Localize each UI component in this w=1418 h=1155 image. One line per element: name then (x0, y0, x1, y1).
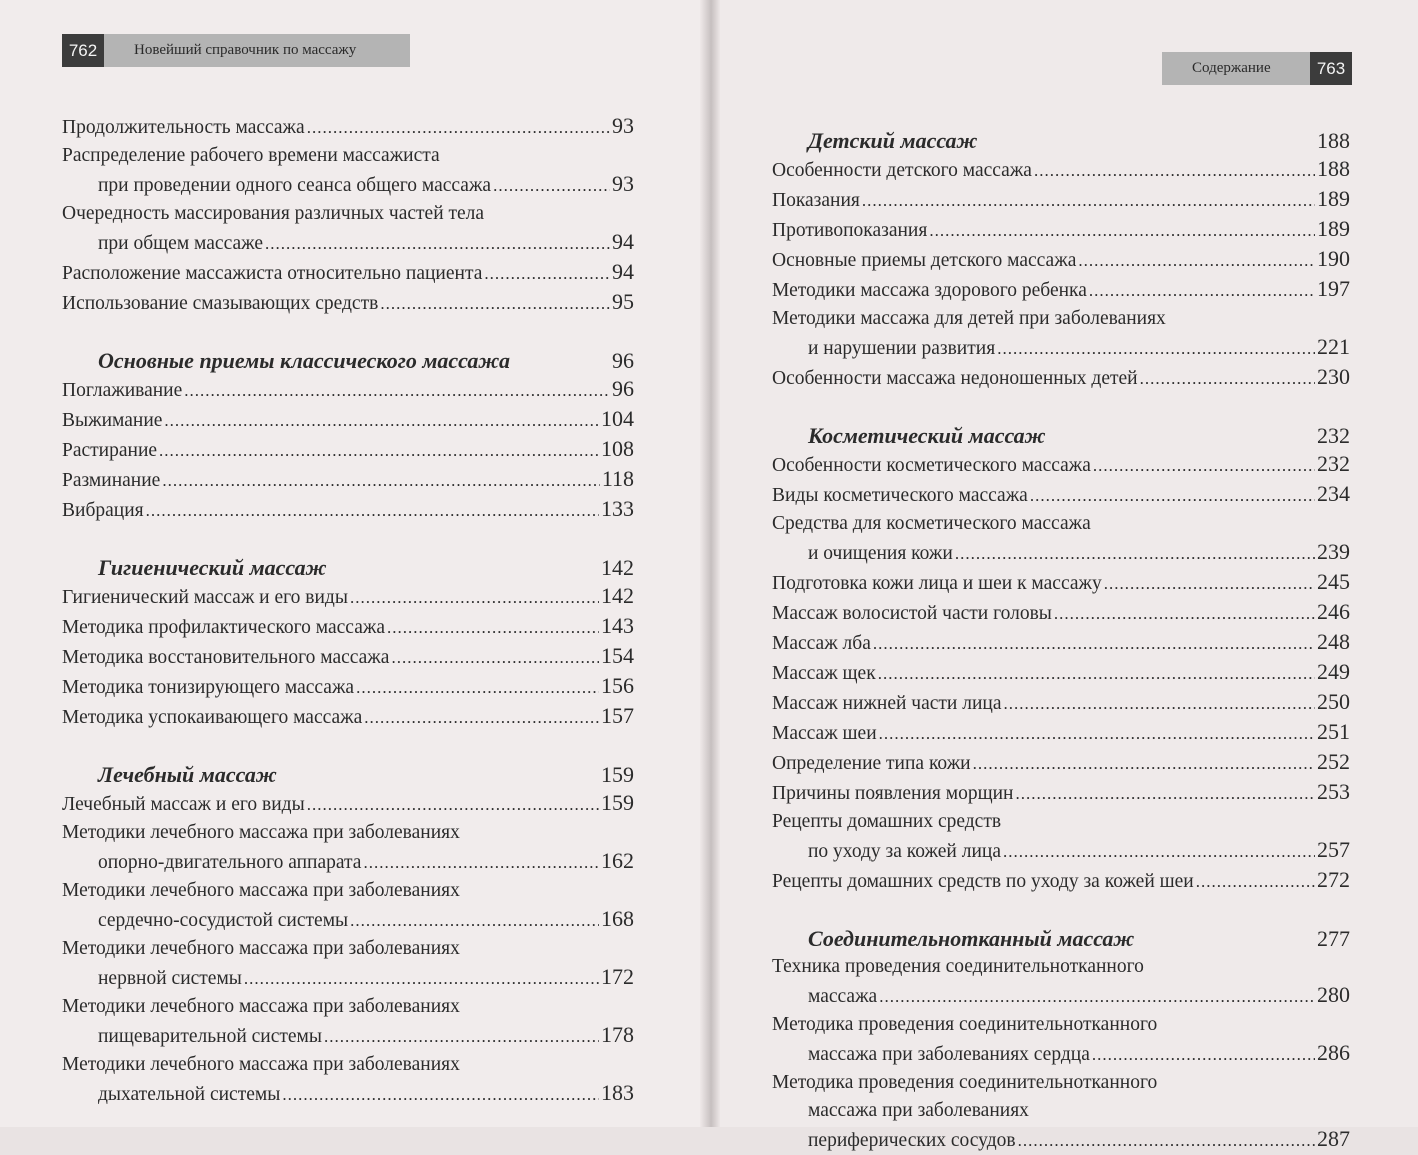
toc-entry-title: Методика тонизирующего массажа (62, 677, 355, 698)
toc-entry-page: 245 (1317, 569, 1350, 594)
leader-dots (955, 540, 1315, 560)
leader-dots (307, 791, 599, 811)
leader-dots (1136, 926, 1315, 946)
section-heading-page: 277 (1317, 926, 1350, 951)
toc-entry-title: Разминание (62, 470, 161, 491)
leader-dots (1140, 365, 1315, 385)
toc-entry (772, 598, 1350, 628)
toc-entry-title: Подготовка кожи лица и шеи к массажу (772, 573, 1102, 594)
toc-entry-page: 162 (601, 848, 634, 873)
leader-dots (391, 644, 599, 664)
toc-entry-line (772, 1069, 1350, 1097)
toc-entry-page: 253 (1317, 779, 1350, 804)
right-table-of-contents (772, 126, 1350, 1155)
leader-dots (1092, 1041, 1315, 1061)
toc-entry-title: Очередность массирования различных частей тела (62, 203, 485, 224)
toc-entry (772, 275, 1350, 305)
right-running-header (1162, 52, 1352, 85)
toc-entry-title: массажа при заболеваниях сердца (808, 1044, 1090, 1065)
toc-entry-page: 249 (1317, 659, 1350, 684)
leader-dots (356, 674, 599, 694)
toc-section (62, 760, 634, 1109)
toc-entry (62, 612, 634, 642)
toc-entry-page: 157 (601, 703, 634, 728)
left-table-of-contents (62, 112, 634, 1109)
toc-entry (62, 465, 634, 495)
toc-entry-title: Поглаживание (62, 380, 183, 401)
toc-entry (62, 435, 634, 465)
toc-entry-page: 133 (601, 496, 634, 521)
toc-entry-title: Использование смазывающих средств (62, 293, 379, 314)
leader-dots (307, 114, 610, 134)
toc-entry (772, 1125, 1350, 1155)
toc-entry-line (772, 1097, 1350, 1125)
toc-entry-title: дыхательной системы (98, 1084, 281, 1105)
leader-dots (364, 704, 599, 724)
toc-entry-page: 286 (1317, 1040, 1350, 1065)
toc-entry-title: Методики лечебного массажа при заболеваниях (62, 822, 460, 843)
leader-dots (380, 290, 610, 310)
leader-dots (282, 1081, 599, 1101)
toc-entry (772, 480, 1350, 510)
toc-entry (62, 112, 634, 142)
toc-entry-title: Методика профилактического массажа (62, 617, 385, 638)
toc-entry (772, 866, 1350, 896)
section-heading-title: Гигиенический массаж (98, 555, 327, 580)
toc-entry-title: нервной системы (98, 968, 242, 989)
toc-entry-title: Методики массажа для детей при заболеваниях (772, 308, 1166, 329)
toc-entry-title: Особенности косметического массажа (772, 455, 1091, 476)
leader-dots (484, 260, 610, 280)
toc-entry (772, 363, 1350, 393)
leader-dots (1004, 690, 1316, 710)
leader-dots (1089, 277, 1315, 297)
toc-section (62, 346, 634, 525)
toc-entry-title: Массаж лба (772, 633, 871, 654)
leader-dots (873, 630, 1315, 650)
toc-entry (772, 450, 1350, 480)
leader-dots (265, 230, 610, 250)
toc-entry-page: 234 (1317, 481, 1350, 506)
toc-entry-title: Методика успокаивающего массажа (62, 707, 363, 728)
toc-entry-page: 248 (1317, 629, 1350, 654)
leader-dots (493, 172, 610, 192)
toc-entry (772, 185, 1350, 215)
toc-entry-title: Методики лечебного массажа при заболеваниях (62, 938, 460, 959)
leader-dots (324, 1023, 599, 1043)
toc-entry-page: 280 (1317, 982, 1350, 1007)
toc-entry-title: Техника проведения соединительнотканного (772, 956, 1144, 977)
toc-entry-page: 272 (1317, 867, 1350, 892)
toc-entry (62, 847, 634, 877)
toc-entry-page: 154 (601, 643, 634, 668)
toc-entry-page: 118 (601, 466, 634, 491)
left-page-number: 762 (62, 34, 104, 67)
leader-dots (244, 965, 599, 985)
toc-entry-title: Методика проведения соединительнотканного (772, 1014, 1158, 1035)
toc-entry-page: 252 (1317, 749, 1350, 774)
toc-entry (772, 538, 1350, 568)
toc-entry-page: 168 (601, 906, 634, 931)
toc-entry-page: 142 (601, 583, 634, 608)
toc-entry (772, 568, 1350, 598)
section-heading-title: Соединительнотканный массаж (808, 926, 1135, 951)
toc-entry (62, 582, 634, 612)
toc-section (772, 126, 1350, 393)
toc-entry-title: Показания (772, 190, 860, 211)
toc-entry-page: 108 (601, 436, 634, 461)
toc-entry (62, 642, 634, 672)
toc-entry (62, 963, 634, 993)
toc-entry (772, 748, 1350, 778)
toc-entry-line (62, 1051, 634, 1079)
toc-entry (62, 405, 634, 435)
leader-dots (878, 660, 1315, 680)
toc-entry-page: 221 (1317, 334, 1350, 359)
toc-entry-title: Массаж шеи (772, 723, 877, 744)
toc-entry (62, 789, 634, 819)
toc-entry-page: 232 (1317, 451, 1350, 476)
toc-entry-title: и нарушении развития (808, 338, 996, 359)
toc-entry-page: 94 (612, 229, 634, 254)
toc-entry-title: Основные приемы детского массажа (772, 250, 1077, 271)
leader-dots (159, 437, 599, 457)
leader-dots (1196, 868, 1315, 888)
toc-section (772, 924, 1350, 1155)
leader-dots (979, 128, 1315, 148)
toc-entry-title: Распределение рабочего времени массажиста (62, 145, 440, 166)
leader-dots (184, 377, 610, 397)
leader-dots (879, 720, 1315, 740)
toc-entry (62, 702, 634, 732)
leader-dots (879, 983, 1315, 1003)
toc-entry (772, 155, 1350, 185)
toc-entry-page: 93 (612, 171, 634, 196)
right-running-title: Содержание (1162, 52, 1310, 85)
leader-dots (1034, 157, 1315, 177)
leader-dots (997, 335, 1315, 355)
toc-section (62, 112, 634, 318)
toc-entry-page: 246 (1317, 599, 1350, 624)
toc-entry-title: Виды косметического массажа (772, 485, 1028, 506)
toc-entry-page: 178 (601, 1022, 634, 1047)
leader-dots (512, 348, 610, 368)
toc-entry-title: массажа при заболеваниях (808, 1100, 1029, 1121)
toc-entry-line (772, 953, 1350, 981)
toc-entry (772, 658, 1350, 688)
toc-entry-page: 287 (1317, 1126, 1350, 1151)
toc-entry-title: Рецепты домашних средств по уходу за кожей шеи (772, 871, 1194, 892)
section-heading-title: Основные приемы классического массажа (98, 348, 511, 373)
leader-dots (1054, 600, 1315, 620)
toc-entry (772, 628, 1350, 658)
toc-entry (772, 718, 1350, 748)
book-gutter (700, 0, 720, 1127)
toc-entry-page: 189 (1317, 186, 1350, 211)
section-heading-page: 96 (612, 348, 634, 373)
toc-entry-page: 188 (1317, 156, 1350, 181)
leader-dots (862, 187, 1315, 207)
leader-dots (1015, 780, 1315, 800)
toc-entry (772, 981, 1350, 1011)
toc-entry-title: Гигиенический массаж и его виды (62, 587, 348, 608)
toc-entry-title: при общем массаже (98, 233, 263, 254)
toc-entry-page: 159 (601, 790, 634, 815)
toc-entry-line (62, 935, 634, 963)
leader-dots (329, 555, 599, 575)
toc-entry (62, 1021, 634, 1051)
toc-entry (772, 245, 1350, 275)
toc-entry-title: Массаж нижней части лица (772, 693, 1002, 714)
toc-entry-title: Методика восстановительного массажа (62, 647, 390, 668)
leader-dots (350, 584, 599, 604)
toc-entry (62, 672, 634, 702)
leader-dots (387, 614, 599, 634)
section-heading-page: 159 (601, 762, 634, 787)
toc-entry-title: Вибрация (62, 500, 144, 521)
leader-dots (1030, 482, 1315, 502)
toc-entry-page: 156 (601, 673, 634, 698)
toc-entry (62, 288, 634, 318)
toc-entry-page: 96 (612, 376, 634, 401)
toc-entry-page: 172 (601, 964, 634, 989)
left-running-header (62, 34, 410, 67)
toc-entry-title: Массаж щек (772, 663, 876, 684)
leader-dots (1018, 1127, 1315, 1147)
toc-entry (772, 333, 1350, 363)
toc-entry-page: 190 (1317, 246, 1350, 271)
leader-dots (1048, 423, 1315, 443)
toc-entry-title: Методики лечебного массажа при заболеваниях (62, 880, 460, 901)
toc-entry-title: периферических сосудов (808, 1130, 1016, 1151)
leader-dots (279, 762, 599, 782)
toc-entry-page: 104 (601, 406, 634, 431)
section-heading-page: 142 (601, 555, 634, 580)
toc-entry (62, 495, 634, 525)
toc-entry-title: Выжимание (62, 410, 163, 431)
toc-entry-title: сердечно-сосудистой системы (98, 910, 349, 931)
toc-entry-title: Особенности массажа недоношенных детей (772, 368, 1138, 389)
section-heading (62, 760, 634, 789)
section-heading (772, 924, 1350, 953)
toc-entry-title: Определение типа кожи (772, 753, 971, 774)
toc-entry-title: Продолжительность массажа (62, 117, 305, 138)
toc-entry-page: 251 (1317, 719, 1350, 744)
toc-entry-title: опорно-двигательного аппарата (98, 852, 362, 873)
section-heading-page: 232 (1317, 423, 1350, 448)
section-heading-title: Косметический массаж (808, 423, 1046, 448)
toc-entry-line (62, 142, 634, 170)
section-heading (772, 126, 1350, 155)
leader-dots (1078, 247, 1315, 267)
toc-entry-title: Лечебный массаж и его виды (62, 794, 305, 815)
toc-entry-title: Методики массажа здорового ребенка (772, 280, 1087, 301)
toc-entry-title: по уходу за кожей лица (808, 841, 1001, 862)
toc-entry-title: Противопоказания (772, 220, 928, 241)
section-heading (62, 346, 634, 375)
leader-dots (363, 849, 599, 869)
toc-entry-title: Рецепты домашних средств (772, 811, 1002, 832)
toc-entry (62, 228, 634, 258)
toc-entry-line (62, 819, 634, 847)
leader-dots (1093, 452, 1315, 472)
section-heading-title: Детский массаж (808, 128, 978, 153)
toc-entry-page: 143 (601, 613, 634, 638)
toc-entry-title: пищеварительной системы (98, 1026, 322, 1047)
section-heading-title: Лечебный массаж (98, 762, 277, 787)
left-running-title: Новейший справочник по массажу (104, 34, 410, 67)
toc-entry-title: и очищения кожи (808, 543, 953, 564)
toc-entry-title: Методики лечебного массажа при заболеваниях (62, 996, 460, 1017)
leader-dots (162, 467, 599, 487)
toc-entry-line (62, 877, 634, 905)
toc-entry (772, 215, 1350, 245)
toc-entry-line (62, 200, 634, 228)
leader-dots (350, 907, 599, 927)
toc-section (62, 553, 634, 732)
leader-dots (164, 407, 599, 427)
toc-entry (62, 1079, 634, 1109)
leader-dots (1003, 838, 1315, 858)
toc-entry-title: при проведении одного сеанса общего массажа (98, 175, 492, 196)
toc-entry (772, 836, 1350, 866)
toc-entry-title: Причины появления морщин (772, 783, 1014, 804)
toc-entry-page: 197 (1317, 276, 1350, 301)
toc-entry-title: Растирание (62, 440, 158, 461)
toc-entry-page: 94 (612, 259, 634, 284)
toc-entry-page: 183 (601, 1080, 634, 1105)
toc-entry-line (772, 305, 1350, 333)
leader-dots (929, 217, 1315, 237)
toc-entry-line (772, 1011, 1350, 1039)
toc-entry-title: Расположение массажиста относительно пациента (62, 263, 483, 284)
toc-entry-page: 257 (1317, 837, 1350, 862)
right-page-number: 763 (1310, 52, 1352, 85)
toc-entry-title: массажа (808, 986, 878, 1007)
toc-entry-page: 250 (1317, 689, 1350, 714)
toc-entry (772, 778, 1350, 808)
leader-dots (1104, 570, 1315, 590)
toc-entry-title: Методика проведения соединительнотканного (772, 1072, 1158, 1093)
toc-entry-title: Методики лечебного массажа при заболеваниях (62, 1054, 460, 1075)
toc-entry (62, 905, 634, 935)
toc-entry-title: Массаж волосистой части головы (772, 603, 1052, 624)
section-heading-page: 188 (1317, 128, 1350, 153)
leader-dots (146, 497, 599, 517)
toc-entry-line (772, 510, 1350, 538)
toc-section (772, 421, 1350, 896)
toc-entry (62, 170, 634, 200)
toc-entry-line (772, 808, 1350, 836)
toc-entry (62, 375, 634, 405)
toc-entry-line (62, 993, 634, 1021)
toc-entry (772, 688, 1350, 718)
toc-entry-page: 239 (1317, 539, 1350, 564)
section-heading (772, 421, 1350, 450)
toc-entry-title: Особенности детского массажа (772, 160, 1032, 181)
section-heading (62, 553, 634, 582)
toc-entry-page: 95 (612, 289, 634, 314)
leader-dots (973, 750, 1315, 770)
toc-entry-page: 93 (612, 113, 634, 138)
toc-entry-title: Средства для косметического массажа (772, 513, 1091, 534)
toc-entry (772, 1039, 1350, 1069)
toc-entry-page: 189 (1317, 216, 1350, 241)
toc-entry (62, 258, 634, 288)
toc-entry-page: 230 (1317, 364, 1350, 389)
